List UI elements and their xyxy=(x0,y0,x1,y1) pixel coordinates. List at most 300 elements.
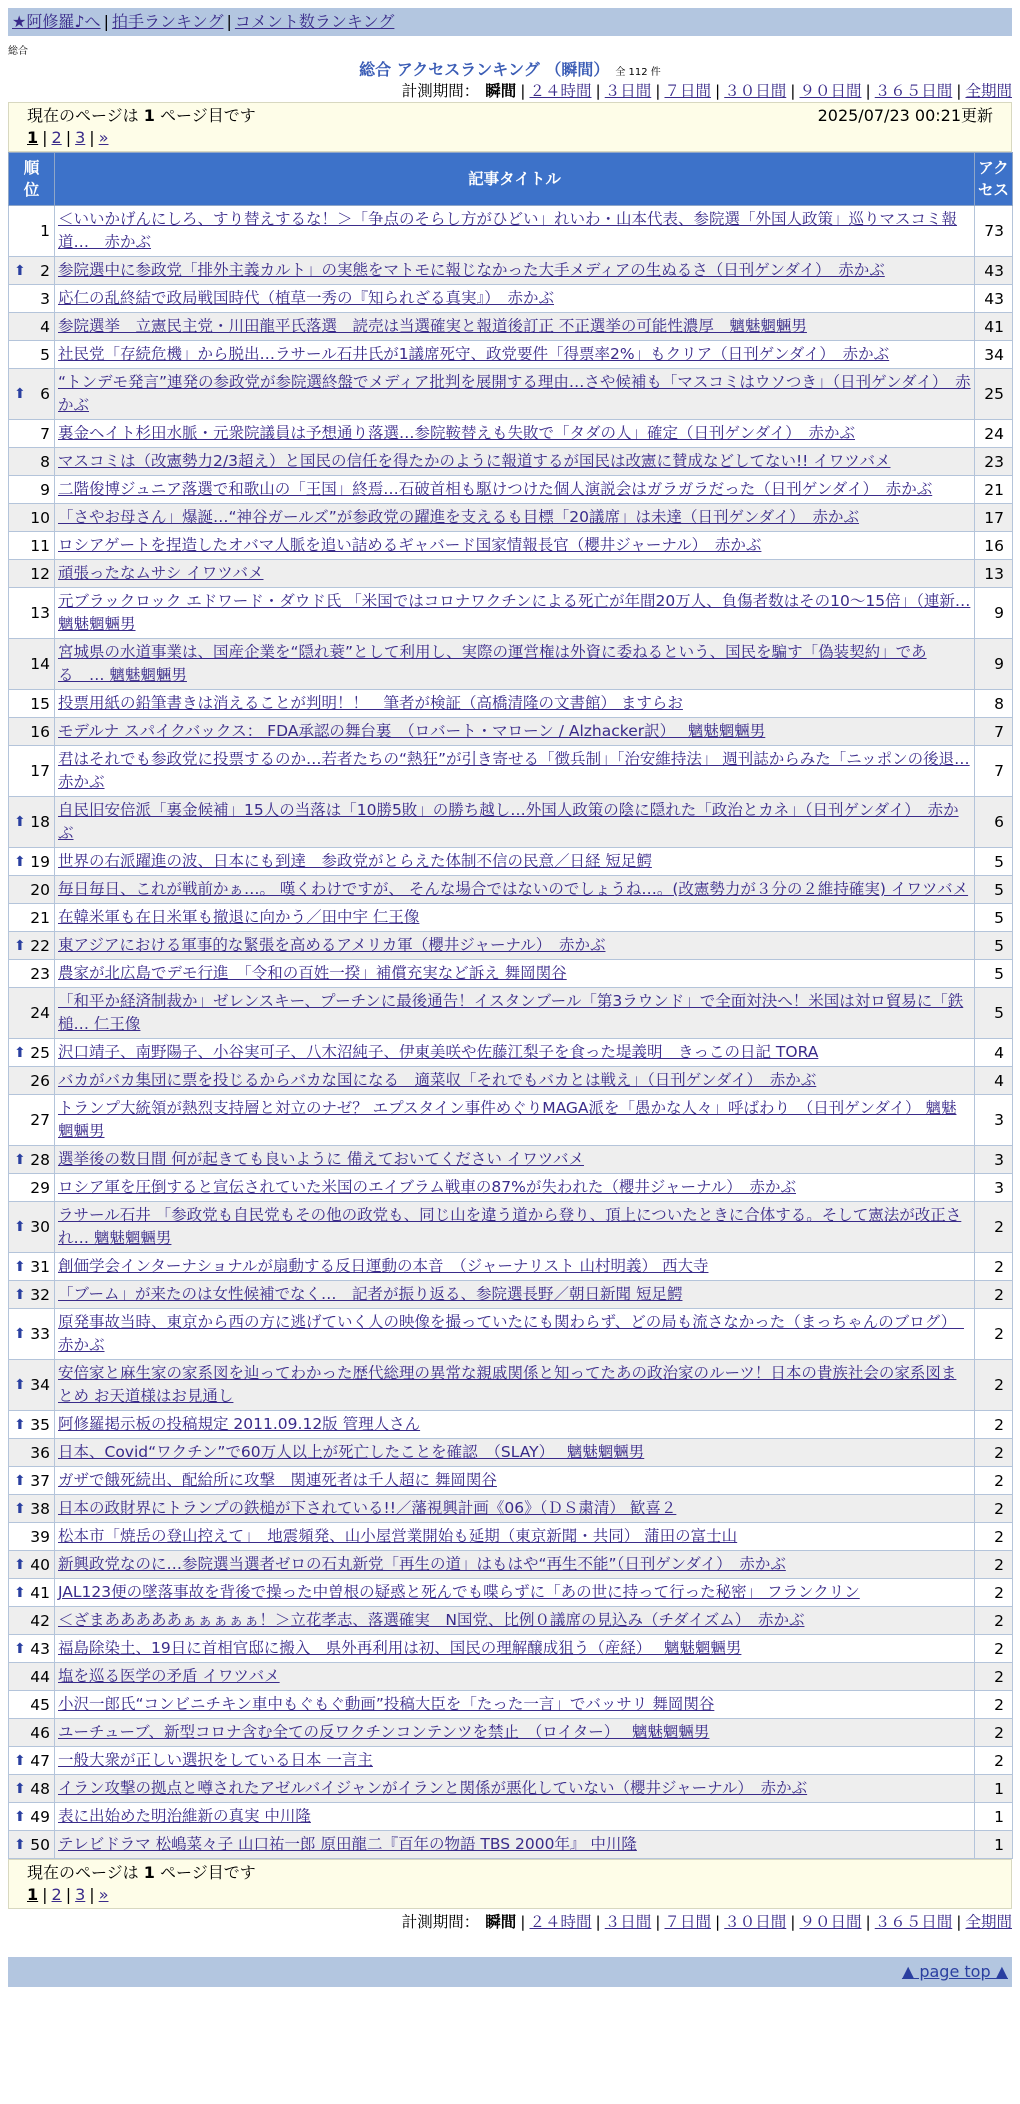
article-title-link[interactable]: 小沢一郎氏“コンビニチキン車中もぐもぐ動画”投稿大臣を「たった一言」でバッサリ 舞岡関谷 xyxy=(58,1695,715,1713)
article-title-link[interactable]: 沢口靖子、南野陽子、小谷実可子、八木沼純子、伊東美咲や佐藤江梨子を食った堤義明 きっこの日記 TORA xyxy=(58,1043,819,1061)
rank-number: 2 xyxy=(40,261,50,280)
rank-cell xyxy=(9,746,55,797)
title-cell xyxy=(55,960,975,988)
title-cell xyxy=(55,1523,975,1551)
table-row xyxy=(9,690,1013,718)
rank-number: 35 xyxy=(30,1415,50,1434)
up-arrow-icon: ⬆ xyxy=(14,262,26,279)
period-separator: | xyxy=(715,1913,721,1931)
rank-number: 5 xyxy=(40,345,50,364)
rank-number: 6 xyxy=(40,385,50,403)
access-count: 7 xyxy=(975,746,1013,797)
title-cell xyxy=(55,1719,975,1747)
article-title-link[interactable]: トランプ大統領が熱烈支持層と対立のナゼ？ エプスタイン事件めぐりMAGA派を「愚かな人々」呼ばわり （日刊ゲンダイ） 魑魅魍魎男 xyxy=(58,1099,957,1140)
rank-number: 36 xyxy=(30,1443,50,1462)
page-status-prefix: 現在のページは xyxy=(27,1863,139,1882)
rank-cell xyxy=(9,504,55,532)
article-title-link[interactable]: 創価学会インターナショナルが扇動する反日運動の本音 （ジャーナリスト 山村明義） 西大寺 xyxy=(58,1257,709,1275)
title-cell xyxy=(55,1579,975,1607)
rank-number: 19 xyxy=(30,852,50,871)
access-count: 4 xyxy=(975,1039,1013,1067)
period-separator: | xyxy=(790,1913,796,1931)
title-cell xyxy=(55,1635,975,1663)
access-count: 1 xyxy=(975,1803,1013,1831)
article-title-link[interactable]: 表に出始めた明治維新の真実 中川隆 xyxy=(58,1807,311,1825)
article-title-link[interactable]: 応仁の乱終結で政局戦国時代（植草一秀の『知られざる真実』） 赤かぶ xyxy=(58,289,555,307)
article-title-link[interactable]: 一般大衆が正しい選択をしている日本 一言主 xyxy=(58,1751,373,1769)
rank-cell xyxy=(9,1691,55,1719)
title-cell xyxy=(55,1202,975,1253)
rank-cell xyxy=(9,1202,55,1253)
access-count: 5 xyxy=(975,988,1013,1039)
rank-number: 48 xyxy=(30,1779,50,1798)
table-row xyxy=(9,504,1013,532)
article-title-link[interactable]: ロシアゲートを捏造したオバマ人脈を追い詰めるギャバード国家情報長官（櫻井ジャーナル） 赤かぶ xyxy=(58,536,762,554)
article-title-link[interactable]: 新興政党なのに…参院選当選者ゼロの石丸新党「再生の道」はもはや“再生不能”（日刊ゲンダイ） 赤かぶ xyxy=(58,1555,786,1573)
rank-cell xyxy=(9,1831,55,1859)
rank-number: 47 xyxy=(30,1751,50,1770)
article-title-link[interactable]: 原発事故当時、東京から西の方に逃げていく人の映像を撮っていたにも関わらず、どの局も流さなかった（まっちゃんのブログ） 赤かぶ xyxy=(58,1313,964,1354)
access-count: 1 xyxy=(975,1831,1013,1859)
title-cell xyxy=(55,904,975,932)
period-separator: | xyxy=(956,1913,962,1931)
article-title-link[interactable]: 東アジアにおける軍事的な緊張を高めるアメリカ軍（櫻井ジャーナル） 赤かぶ xyxy=(58,936,606,954)
article-title-link[interactable]: バカがバカ集団に票を投じるからバカな国になる 適菜収「それでもバカとは戦え」（日刊ゲンダイ） 赤かぶ xyxy=(58,1071,817,1089)
access-count: 2 xyxy=(975,1411,1013,1439)
table-row xyxy=(9,341,1013,369)
rank-cell xyxy=(9,1579,55,1607)
access-count: 43 xyxy=(975,257,1013,285)
title-cell xyxy=(55,285,975,313)
rank-number: 26 xyxy=(30,1071,50,1090)
home-link[interactable]: ★阿修羅♪へ xyxy=(12,12,101,31)
pagination-separator: | xyxy=(89,1885,95,1904)
rank-cell xyxy=(9,1360,55,1411)
title-cell xyxy=(55,1831,975,1859)
table-row xyxy=(9,1747,1013,1775)
table-row xyxy=(9,1775,1013,1803)
pagination xyxy=(27,1884,993,1906)
article-title-link[interactable]: ロシア軍を圧倒すると宣伝されていた米国のエイブラム戦車の87%が失われた（櫻井ジャーナル） 赤かぶ xyxy=(58,1178,796,1196)
rank-cell xyxy=(9,1146,55,1174)
title-cell xyxy=(55,1691,975,1719)
title-cell xyxy=(55,746,975,797)
article-title-link[interactable]: 安倍家と麻生家の家系図を辿ってわかった歴代総理の異常な親戚関係と知ってたあの政治家のルーツ！日本の貴族社会の家系図まとめ お天道様はお見通し xyxy=(58,1364,957,1405)
rank-number: 14 xyxy=(30,655,50,673)
up-arrow-icon: ⬆ xyxy=(14,1151,26,1168)
table-row xyxy=(9,988,1013,1039)
period-label: 計測期間： xyxy=(401,1913,480,1931)
up-arrow-icon: ⬆ xyxy=(14,1584,26,1601)
rank-number: 30 xyxy=(30,1218,50,1236)
article-title-link[interactable]: 元ブラックロック エドワード・ダウド氏 「米国ではコロナワクチンによる死亡が年間20万人、負傷者数はその10～15倍」（連新… 魑魅魍魎男 xyxy=(58,592,971,633)
comment-ranking-link[interactable]: コメント数ランキング xyxy=(234,12,395,31)
title-cell xyxy=(55,313,975,341)
up-arrow-icon: ⬆ xyxy=(14,1640,26,1657)
period-option-7[interactable]: 全期間 xyxy=(965,1913,1012,1931)
rank-number: 46 xyxy=(30,1723,50,1742)
article-title-link[interactable]: 阿修羅掲示板の投稿規定 2011.09.12版 管理人さん xyxy=(58,1415,421,1433)
rank-number: 18 xyxy=(30,813,50,831)
rank-cell xyxy=(9,1281,55,1309)
updated-timestamp: 2025/07/23 00:21更新 xyxy=(817,106,993,125)
ranking-title-text: 総合 アクセスランキング （瞬間） xyxy=(359,60,610,79)
rank-cell xyxy=(9,1607,55,1635)
rank-number: 23 xyxy=(30,964,50,983)
article-title-link[interactable]: 宮城県の水道事業は、国産企業を“隠れ蓑”として利用し、実際の運営権は外資に委ねるという、国民を騙す「偽装契約」である … 魑魅魍魎男 xyxy=(58,643,927,684)
period-separator: | xyxy=(865,82,871,100)
article-title-link[interactable]: 日本の政財界にトランプの鉄槌が下されている!!／藩視興計画《06》（ＤＳ粛清） 歓喜２ xyxy=(58,1499,677,1517)
article-title-link[interactable]: 「ブーム」が来たのは女性候補でなく… 記者が振り返る、参院選長野／朝日新聞 短足鰐 xyxy=(58,1285,683,1303)
article-title-link[interactable]: 頑張ったなムサシ イワツバメ xyxy=(58,564,264,582)
title-cell xyxy=(55,1095,975,1146)
table-row xyxy=(9,932,1013,960)
table-row xyxy=(9,1831,1013,1859)
pagination-link-1[interactable]: 2 xyxy=(51,1885,62,1904)
pagination-link-3[interactable]: » xyxy=(98,1885,109,1904)
title-cell xyxy=(55,1039,975,1067)
article-title-link[interactable]: 在韓米軍も在日米軍も撤退に向かう／田中宇 仁王像 xyxy=(58,908,420,926)
page-status-row xyxy=(27,1862,993,1884)
pagination xyxy=(27,127,993,149)
rank-number: 11 xyxy=(30,536,50,555)
nav-separator: | xyxy=(226,12,232,31)
page-status-number: 1 xyxy=(143,106,155,125)
period-option-4[interactable]: ３０日間 xyxy=(724,82,787,100)
rank-cell xyxy=(9,1635,55,1663)
access-count: 3 xyxy=(975,1095,1013,1146)
table-row xyxy=(9,1495,1013,1523)
period-option-7[interactable]: 全期間 xyxy=(965,82,1012,100)
article-title-link[interactable]: 社民党「存続危機」から脱出…ラサール石井氏が1議席死守、政党要件「得票率2%」もクリア（日刊ゲンダイ） 赤かぶ xyxy=(58,345,890,363)
table-row xyxy=(9,1607,1013,1635)
rank-cell xyxy=(9,1775,55,1803)
article-title-link[interactable]: 参院選中に参政党「排外主義カルト」の実態をマトモに報じなかった大手メディアの生ぬるさ（日刊ゲンダイ） 赤かぶ xyxy=(58,261,885,279)
period-option-2[interactable]: ３日間 xyxy=(604,82,652,100)
period-option-6[interactable]: ３６５日間 xyxy=(874,82,953,100)
rank-cell xyxy=(9,257,55,285)
title-cell xyxy=(55,1067,975,1095)
period-option-4[interactable]: ３０日間 xyxy=(724,1913,787,1931)
access-count: 1 xyxy=(975,1775,1013,1803)
article-title-link[interactable]: 「和平か経済制裁か」ゼレンスキー、プーチンに最後通告！イスタンブール「第3ラウンド」で全面対決へ！米国は対ロ貿易に「鉄槌… 仁王像 xyxy=(58,992,964,1033)
rank-cell xyxy=(9,1495,55,1523)
period-selector xyxy=(8,80,1012,102)
access-count: 2 xyxy=(975,1635,1013,1663)
period-option-5[interactable]: ９０日間 xyxy=(799,1913,862,1931)
article-title-link[interactable]: 松本市「焼岳の登山控えて」 地震頻発、山小屋営業開始も延期（東京新聞・共同） 蒲田の富士山 xyxy=(58,1527,738,1545)
rank-cell xyxy=(9,1253,55,1281)
article-title-link[interactable]: 農家が北広島でデモ行進 「令和の百姓一揆」補償充実など訴え 舞岡関谷 xyxy=(58,964,567,982)
table-row xyxy=(9,1309,1013,1360)
article-title-link[interactable]: ユーチューブ、新型コロナ含む全ての反ワクチンコンテンツを禁止 （ロイター） 魑魅魍魎男 xyxy=(58,1723,710,1741)
pagination-link-1[interactable]: 2 xyxy=(51,128,62,147)
access-count: 9 xyxy=(975,639,1013,690)
category-label: 総合 xyxy=(8,46,28,57)
access-count: 2 xyxy=(975,1467,1013,1495)
article-title-link[interactable]: 毎日毎日、これが戦前かぁ…。 嘆くわけですが、 そんな場合ではないのでしょうね…。(改憲勢力が３分の２維持確実) イワツバメ xyxy=(58,880,969,898)
pagination-separator: | xyxy=(42,1885,48,1904)
access-header: アクセス xyxy=(975,153,1013,206)
access-count: 5 xyxy=(975,848,1013,876)
rank-number: 39 xyxy=(30,1527,50,1546)
table-row xyxy=(9,369,1013,420)
rank-cell xyxy=(9,1411,55,1439)
title-cell xyxy=(55,1467,975,1495)
period-option-5[interactable]: ９０日間 xyxy=(799,82,862,100)
article-title-link[interactable]: 選挙後の数日間 何が起きても良いように 備えておいてください イワツバメ xyxy=(58,1150,584,1168)
title-cell xyxy=(55,1281,975,1309)
period-option-1[interactable]: ２４時間 xyxy=(529,82,592,100)
rank-number: 28 xyxy=(30,1150,50,1169)
access-count: 2 xyxy=(975,1607,1013,1635)
applause-ranking-link[interactable]: 拍手ランキング xyxy=(111,12,224,31)
table-row xyxy=(9,448,1013,476)
table-row xyxy=(9,1691,1013,1719)
table-row xyxy=(9,1174,1013,1202)
table-row xyxy=(9,257,1013,285)
access-count: 6 xyxy=(975,797,1013,848)
title-cell xyxy=(55,797,975,848)
access-count: 2 xyxy=(975,1663,1013,1691)
table-row xyxy=(9,1719,1013,1747)
rank-number: 21 xyxy=(30,908,50,927)
table-row xyxy=(9,1039,1013,1067)
title-cell xyxy=(55,690,975,718)
rank-cell xyxy=(9,1039,55,1067)
up-arrow-icon: ⬆ xyxy=(14,1044,26,1061)
period-separator: | xyxy=(956,82,962,100)
access-count: 3 xyxy=(975,1146,1013,1174)
period-separator: | xyxy=(715,82,721,100)
rank-cell xyxy=(9,848,55,876)
title-cell xyxy=(55,257,975,285)
up-arrow-icon: ⬆ xyxy=(14,1500,26,1517)
title-cell xyxy=(55,560,975,588)
access-count: 5 xyxy=(975,904,1013,932)
title-cell xyxy=(55,1411,975,1439)
article-title-link[interactable]: ＜いいかげんにしろ、すり替えするな！＞「争点のそらし方がひどい」れいわ・山本代表、参院選「外国人政策」巡りマスコミ報道… 赤かぶ xyxy=(58,210,958,251)
rank-cell xyxy=(9,1803,55,1831)
title-cell xyxy=(55,1360,975,1411)
access-count: 5 xyxy=(975,960,1013,988)
article-title-link[interactable]: モデルナ スパイクバックス： FDA承認の舞台裏 （ロバート・マローン / Alzhacker訳） 魑魅魍魎男 xyxy=(58,722,766,740)
page-status-suffix: ページ目です xyxy=(160,1863,256,1882)
title-cell xyxy=(55,1607,975,1635)
article-title-link[interactable]: 「さやお母さん」爆誕…“神谷ガールズ”が参政党の躍進を支えるも目標「20議席」は未達（日刊ゲンダイ） 赤かぶ xyxy=(58,508,860,526)
article-title-link[interactable]: “トンデモ発言”連発の参政党が参院選終盤でメディア批判を展開する理由…さや候補も「マスコミはウソつき」（日刊ゲンダイ） 赤かぶ xyxy=(58,373,971,414)
access-count: 17 xyxy=(975,504,1013,532)
title-cell xyxy=(55,369,975,420)
access-count: 21 xyxy=(975,476,1013,504)
period-separator: | xyxy=(865,1913,871,1931)
title-cell xyxy=(55,1803,975,1831)
access-count: 2 xyxy=(975,1579,1013,1607)
period-separator: | xyxy=(595,82,601,100)
access-count: 3 xyxy=(975,1174,1013,1202)
rank-cell xyxy=(9,690,55,718)
title-cell xyxy=(55,476,975,504)
up-arrow-icon: ⬆ xyxy=(14,1836,26,1853)
article-title-link[interactable]: 自民旧安倍派「裏金候補」15人の当落は「10勝5敗」の勝ち越し…外国人政策の陰に隠れた「政治とカネ」（日刊ゲンダイ） 赤かぶ xyxy=(58,801,959,842)
period-separator: | xyxy=(520,82,526,100)
period-option-3[interactable]: ７日間 xyxy=(664,1913,711,1931)
title-cell xyxy=(55,1747,975,1775)
article-title-link[interactable]: JAL123便の墜落事故を背後で操った中曽根の疑惑と死んでも喋らずに「あの世に持って行った秘密」 フランクリン xyxy=(58,1583,860,1601)
access-count: 2 xyxy=(975,1523,1013,1551)
period-option-1[interactable]: ２４時間 xyxy=(529,1913,592,1931)
pagination-link-2[interactable]: 3 xyxy=(75,128,86,147)
rank-number: 29 xyxy=(30,1178,50,1197)
access-count: 2 xyxy=(975,1360,1013,1411)
rank-number: 4 xyxy=(40,317,50,336)
rank-number: 49 xyxy=(30,1807,50,1826)
page-status-number: 1 xyxy=(143,1863,155,1882)
article-title-link[interactable]: 世界の右派躍進の波、日本にも到達 参政党がとらえた体制不信の民意／日経 短足鰐 xyxy=(58,852,652,870)
rank-cell xyxy=(9,718,55,746)
period-option-3[interactable]: ７日間 xyxy=(664,82,711,100)
title-cell xyxy=(55,206,975,257)
page-status-suffix: ページ目です xyxy=(160,106,256,125)
pagination-link-3[interactable]: » xyxy=(98,128,109,147)
table-row xyxy=(9,1551,1013,1579)
rank-number: 9 xyxy=(40,480,50,499)
article-title-link[interactable]: 参院選挙 立憲民主党・川田龍平氏落選 読売は当選確実と報道後訂正 不正選挙の可能性濃厚 魑魅魍魎男 xyxy=(58,317,807,335)
rank-cell xyxy=(9,369,55,420)
page-top-link[interactable]: ▲ page top ▲ xyxy=(901,1962,1008,1981)
rank-cell xyxy=(9,1523,55,1551)
up-arrow-icon: ⬆ xyxy=(14,1258,26,1275)
table-row xyxy=(9,1411,1013,1439)
table-row xyxy=(9,476,1013,504)
article-title-link[interactable]: 二階俊博ジュニア落選で和歌山の「王国」終焉…石破首相も駆けつけた個人演説会はガラガラだった（日刊ゲンダイ） 赤かぶ xyxy=(58,480,933,498)
rank-number: 12 xyxy=(30,564,50,583)
table-row xyxy=(9,1467,1013,1495)
access-count: 2 xyxy=(975,1253,1013,1281)
article-title-link[interactable]: イラン攻撃の拠点と噂されたアゼルバイジャンがイランと関係が悪化していない（櫻井ジャーナル） 赤かぶ xyxy=(58,1779,808,1797)
rank-cell xyxy=(9,532,55,560)
table-row xyxy=(9,1439,1013,1467)
period-separator: | xyxy=(655,1913,661,1931)
rank-number: 43 xyxy=(30,1639,50,1658)
rank-cell xyxy=(9,904,55,932)
article-title-link[interactable]: テレビドラマ 松嶋菜々子 山口祐一郎 原田龍二『百年の物語 TBS 2000年』 中川隆 xyxy=(58,1835,637,1853)
table-row xyxy=(9,560,1013,588)
access-count: 2 xyxy=(975,1495,1013,1523)
rank-number: 25 xyxy=(30,1043,50,1062)
access-count: 23 xyxy=(975,448,1013,476)
rank-number: 40 xyxy=(30,1555,50,1574)
access-count: 2 xyxy=(975,1551,1013,1579)
article-title-link[interactable]: ガザで餓死続出、配給所に攻撃 関連死者は千人超に 舞岡関谷 xyxy=(58,1471,497,1489)
article-title-link[interactable]: 福島除染土、19日に首相官邸に搬入 県外再利用は初、国民の理解醸成狙う（産経） 魑魅魍魎男 xyxy=(58,1639,742,1657)
page-status-row xyxy=(27,105,993,127)
article-title-link[interactable]: 塩を巡る医学の矛盾 イワツバメ xyxy=(58,1667,280,1685)
rank-cell xyxy=(9,448,55,476)
pagination-link-2[interactable]: 3 xyxy=(75,1885,86,1904)
access-count: 2 xyxy=(975,1202,1013,1253)
table-row xyxy=(9,1523,1013,1551)
title-cell xyxy=(55,1775,975,1803)
article-title-link[interactable]: ラサール石井 「参政党も自民党もその他の政党も、同じ山を違う道から登り、頂上についたときに合体する。そして憲法が改正され… 魑魅魍魎男 xyxy=(58,1206,962,1247)
article-title-link[interactable]: 君はそれでも参政党に投票するのか…若者たちの“熱狂”が引き寄せる「徴兵制」「治安維持法」 週刊誌からみた「ニッポンの後退… 赤かぶ xyxy=(58,750,970,791)
rank-number: 7 xyxy=(40,424,50,443)
rank-number: 44 xyxy=(30,1667,50,1686)
rank-cell xyxy=(9,285,55,313)
up-arrow-icon: ⬆ xyxy=(14,1808,26,1825)
rank-cell xyxy=(9,1174,55,1202)
article-title-link[interactable]: 裏金ヘイト杉田水脈・元衆院議員は予想通り落選…参院鞍替えも失敗で「タダの人」確定（日刊ゲンダイ） 赤かぶ xyxy=(58,424,856,442)
rank-cell xyxy=(9,932,55,960)
rank-cell xyxy=(9,206,55,257)
rank-cell xyxy=(9,1309,55,1360)
ranking-table xyxy=(8,152,1013,1859)
pagination-separator: | xyxy=(42,128,48,147)
period-option-6[interactable]: ３６５日間 xyxy=(874,1913,953,1931)
title-cell xyxy=(55,1663,975,1691)
up-arrow-icon: ⬆ xyxy=(14,814,26,830)
rank-cell xyxy=(9,1067,55,1095)
title-cell xyxy=(55,988,975,1039)
table-row xyxy=(9,876,1013,904)
title-cell xyxy=(55,718,975,746)
title-cell xyxy=(55,588,975,639)
rank-number: 31 xyxy=(30,1257,50,1276)
access-count: 5 xyxy=(975,876,1013,904)
access-count: 24 xyxy=(975,420,1013,448)
access-count: 73 xyxy=(975,206,1013,257)
rank-number: 32 xyxy=(30,1285,50,1304)
up-arrow-icon: ⬆ xyxy=(14,1286,26,1303)
rank-cell xyxy=(9,1467,55,1495)
title-cell xyxy=(55,420,975,448)
access-count: 43 xyxy=(975,285,1013,313)
page-status xyxy=(27,1862,256,1884)
title-header: 記事タイトル xyxy=(55,153,975,206)
page-status xyxy=(27,105,256,127)
access-count: 2 xyxy=(975,1439,1013,1467)
article-title-link[interactable]: 日本、Covid“ワクチン”で60万人以上が死亡したことを確認 （SLAY） 魑魅魍魎男 xyxy=(58,1443,645,1461)
ranking-count: 全 112 件 xyxy=(615,67,661,78)
rank-number: 38 xyxy=(30,1499,50,1518)
title-cell xyxy=(55,876,975,904)
article-title-link[interactable]: マスコミは（改憲勢力2/3超え）と国民の信任を得たかのように報道するが国民は改憲に賛成などしてない!! イワツバメ xyxy=(58,452,891,470)
title-cell xyxy=(55,341,975,369)
table-row xyxy=(9,588,1013,639)
rank-cell xyxy=(9,420,55,448)
up-arrow-icon: ⬆ xyxy=(14,1472,26,1489)
rank-number: 10 xyxy=(30,508,50,527)
table-row xyxy=(9,313,1013,341)
rank-cell xyxy=(9,313,55,341)
access-count: 8 xyxy=(975,690,1013,718)
up-arrow-icon: ⬆ xyxy=(14,1416,26,1433)
article-title-link[interactable]: ＜ざまあああああぁぁぁぁぁ！＞立花孝志、落選確実 N国党、比例０議席の見込み（チダイズム） 赤かぶ xyxy=(58,1611,805,1629)
article-title-link[interactable]: 投票用紙の鉛筆書きは消えることが判明！！ 筆者が検証（高橋清隆の文書館） ますらお xyxy=(58,694,683,712)
up-arrow-icon: ⬆ xyxy=(14,1219,26,1235)
title-cell xyxy=(55,448,975,476)
table-row xyxy=(9,206,1013,257)
access-count: 34 xyxy=(975,341,1013,369)
table-header-row xyxy=(9,153,1013,206)
rank-number: 37 xyxy=(30,1471,50,1490)
rank-number: 34 xyxy=(30,1376,50,1394)
page-status-prefix: 現在のページは xyxy=(27,106,139,125)
title-cell xyxy=(55,1309,975,1360)
period-option-2[interactable]: ３日間 xyxy=(604,1913,652,1931)
pagination-separator: | xyxy=(65,128,72,147)
rank-cell xyxy=(9,797,55,848)
